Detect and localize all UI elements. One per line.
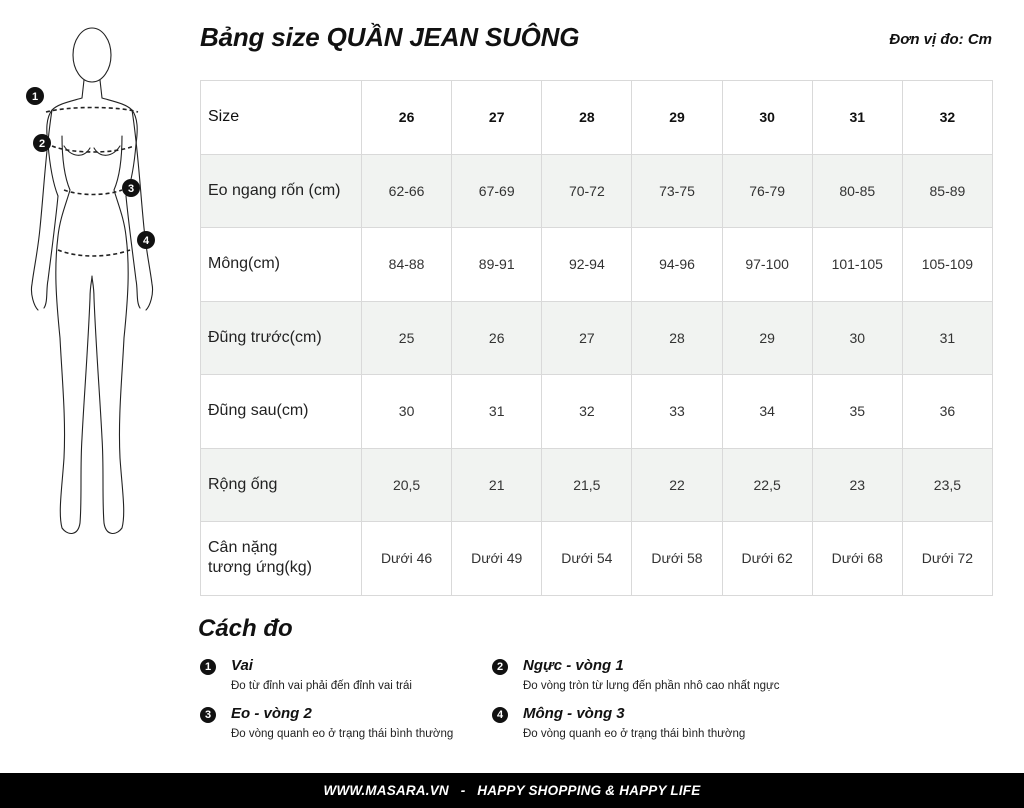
table-cell: 20,5 xyxy=(362,448,452,522)
unit-label: Đơn vị đo: Cm xyxy=(889,31,992,48)
table-cell: 84-88 xyxy=(362,228,452,302)
table-cell: 70-72 xyxy=(542,154,632,228)
size-header-cell: 28 xyxy=(542,81,632,155)
table-cell: 94-96 xyxy=(632,228,722,302)
size-table xyxy=(200,80,993,596)
table-cell: 80-85 xyxy=(812,154,902,228)
table-cell: 23,5 xyxy=(902,448,992,522)
row-label: Cân nặng tương ứng(kg) xyxy=(201,522,362,596)
how-to-title: Cách đo xyxy=(198,615,293,642)
table-cell: 22 xyxy=(632,448,722,522)
table-cell: 73-75 xyxy=(632,154,722,228)
step-description: Đo vòng tròn từ lưng đến phần nhô cao nhất ngực xyxy=(523,680,780,692)
step-number-badge: 4 xyxy=(492,707,508,723)
table-cell: 21,5 xyxy=(542,448,632,522)
table-cell: 33 xyxy=(632,375,722,449)
table-cell: 30 xyxy=(362,375,452,449)
step-number-badge: 1 xyxy=(200,659,216,675)
table-cell: Dưới 54 xyxy=(542,522,632,596)
table-cell: 27 xyxy=(542,301,632,375)
table-cell: 92-94 xyxy=(542,228,632,302)
row-label: Mông(cm) xyxy=(201,228,362,302)
table-cell: 62-66 xyxy=(362,154,452,228)
table-cell: Dưới 68 xyxy=(812,522,902,596)
table-row xyxy=(201,154,993,228)
table-row xyxy=(201,448,993,522)
table-row xyxy=(201,375,993,449)
step-name: Ngực - vòng 1 xyxy=(523,657,624,674)
size-header-cell: 31 xyxy=(812,81,902,155)
table-cell: 34 xyxy=(722,375,812,449)
table-cell: 25 xyxy=(362,301,452,375)
step-name: Eo - vòng 2 xyxy=(231,705,312,722)
table-cell: 23 xyxy=(812,448,902,522)
step-description: Đo từ đỉnh vai phải đến đỉnh vai trái xyxy=(231,680,412,692)
step-number-badge: 2 xyxy=(492,659,508,675)
body-measurement-figure xyxy=(18,18,168,548)
table-cell: 105-109 xyxy=(902,228,992,302)
row-label: Đũng trước(cm) xyxy=(201,301,362,375)
step-number-badge: 3 xyxy=(200,707,216,723)
step-description: Đo vòng quanh eo ở trạng thái bình thường xyxy=(231,728,454,740)
table-cell: Dưới 58 xyxy=(632,522,722,596)
table-row xyxy=(201,301,993,375)
figure-marker-1: 1 xyxy=(31,91,39,103)
footer-banner xyxy=(0,773,1024,808)
table-cell: 28 xyxy=(632,301,722,375)
table-cell: Dưới 62 xyxy=(722,522,812,596)
size-header-cell: 26 xyxy=(362,81,452,155)
table-cell: Dưới 49 xyxy=(452,522,542,596)
header-label: Size xyxy=(201,81,362,155)
table-cell: 67-69 xyxy=(452,154,542,228)
size-header-cell: 32 xyxy=(902,81,992,155)
row-label: Đũng sau(cm) xyxy=(201,375,362,449)
footer-text: WWW.MASARA.VN - HAPPY SHOPPING & HAPPY LIFE xyxy=(323,783,701,798)
table-cell: 31 xyxy=(902,301,992,375)
table-cell: 97-100 xyxy=(722,228,812,302)
table-cell: 21 xyxy=(452,448,542,522)
page-title: Bảng size QUẦN JEAN SUÔNG xyxy=(200,22,580,52)
table-cell: 32 xyxy=(542,375,632,449)
table-cell: Dưới 46 xyxy=(362,522,452,596)
table-cell: 36 xyxy=(902,375,992,449)
row-label: Eo ngang rốn (cm) xyxy=(201,154,362,228)
table-cell: 76-79 xyxy=(722,154,812,228)
figure-marker-4: 4 xyxy=(142,235,150,247)
figure-marker-3: 3 xyxy=(127,183,135,195)
size-header-cell: 29 xyxy=(632,81,722,155)
table-cell: 89-91 xyxy=(452,228,542,302)
table-row xyxy=(201,228,993,302)
figure-marker-2: 2 xyxy=(38,138,46,150)
table-cell: 22,5 xyxy=(722,448,812,522)
row-label: Rộng ống xyxy=(201,448,362,522)
table-cell: 26 xyxy=(452,301,542,375)
table-cell: 101-105 xyxy=(812,228,902,302)
table-cell: 30 xyxy=(812,301,902,375)
table-cell: 35 xyxy=(812,375,902,449)
table-row xyxy=(201,522,993,596)
step-name: Vai xyxy=(231,657,253,674)
step-description: Đo vòng quanh eo ở trạng thái bình thường xyxy=(523,728,746,740)
table-header-row xyxy=(201,81,993,155)
size-header-cell: 27 xyxy=(452,81,542,155)
step-name: Mông - vòng 3 xyxy=(523,705,625,722)
size-header-cell: 30 xyxy=(722,81,812,155)
table-cell: 31 xyxy=(452,375,542,449)
table-cell: 29 xyxy=(722,301,812,375)
table-cell: Dưới 72 xyxy=(902,522,992,596)
table-cell: 85-89 xyxy=(902,154,992,228)
